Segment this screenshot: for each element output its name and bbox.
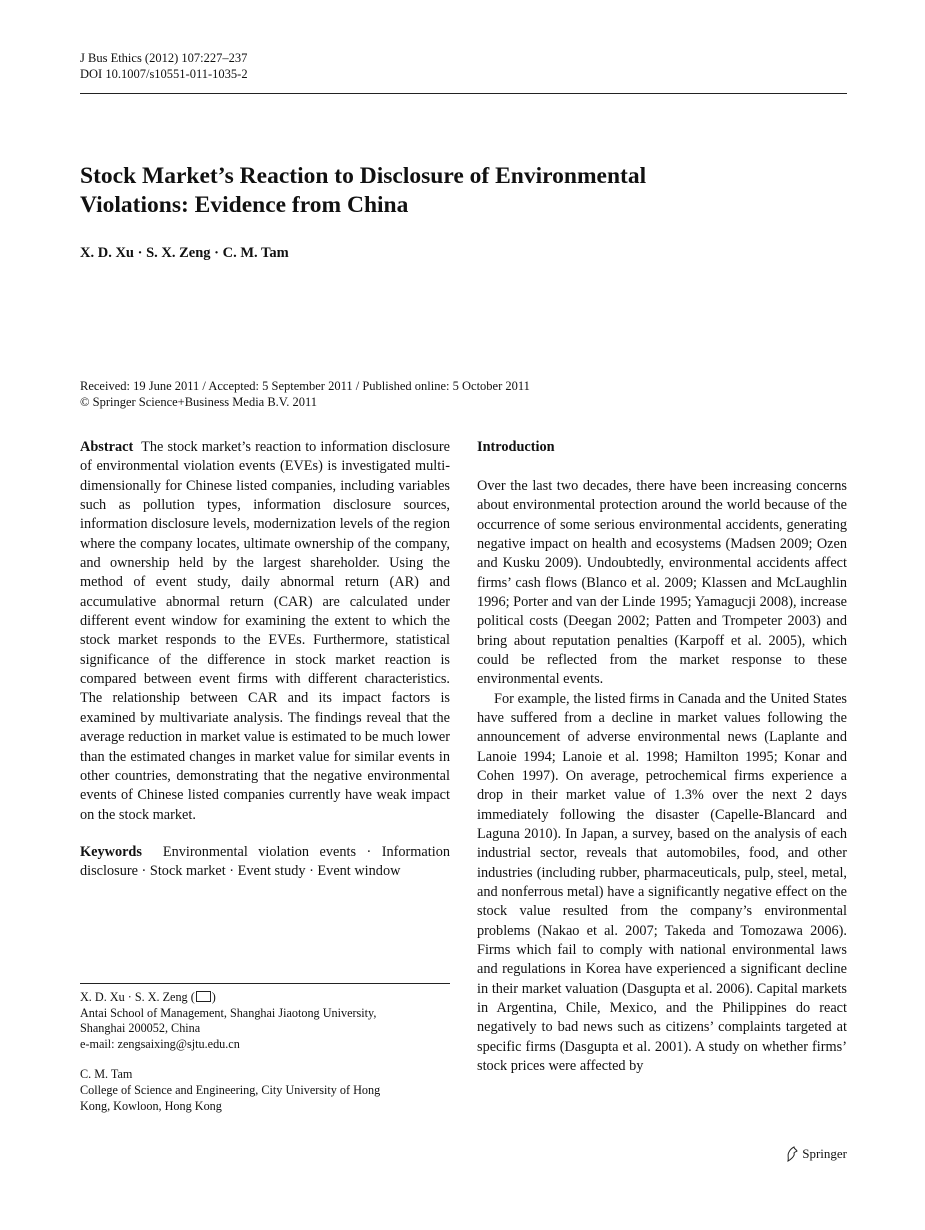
abstract [80, 438, 450, 825]
abstract-label: Abstract [80, 439, 134, 455]
publisher-name: Springer [802, 1146, 847, 1161]
affiliation-2-line2: Kong, Kowloon, Hong Kong [80, 1098, 222, 1113]
affiliation-2-name: C. M. Tam [80, 1067, 133, 1082]
keywords-text: Environmental violation events · Information disclosure · Stock market · Event study · Event window [80, 843, 450, 880]
header-rule [80, 93, 847, 94]
introduction-heading: Introduction [477, 439, 555, 455]
affiliation-1-names: X. D. Xu · S. X. Zeng ( ) [80, 990, 216, 1004]
doi: DOI 10.1007/s10551-011-1035-2 [80, 67, 248, 81]
introduction-paragraph-1: Over the last two decades, there have been increasing concerns about environmental protection around the world because of the occurrence of some serious environmental accidents, generating negative impact on health and ecosystems (Madsen 2009; Ozen and Kusku 2009). Undoubtedly, environmental accidents affect firms’ cash flows (Blanco et al. 2009; Klassen and McLaughlin 1996; Porter and van der Linde 1995; Yamagucji 2008), increase political costs (Deegan 2002; Patten and Trompeter 2003) and bring about reputation penalties (Karpoff et al. 2005), which could be reflected from the market response to these environmental events. [477, 477, 847, 688]
title-line-1: Stock Market’s Reaction to Disclosure of Environmental [80, 163, 647, 189]
affiliation-1-city: Shanghai 200052, China [80, 1021, 201, 1036]
publication-dates [80, 378, 530, 410]
affiliation-1-school: Antai School of Management, Shanghai Jiaotong University, [80, 1005, 377, 1020]
article-title [80, 162, 760, 220]
copyright-line: © Springer Science+Business Media B.V. 2011 [80, 395, 318, 409]
abstract-text: The stock market’s reaction to information disclosure of environmental violation events (EVEs) is investigated multi-dimensionally for Chinese listed companies, including variables such as pollution types, information disclosure sources, information disclosure levels, modernization levels of the region where the company locates, ultimate ownership of the company, and ownership held by the largest shareholder. Using the method of event study, daily abnormal return (AR) and accumulative abnormal return (CAR) are calculated under different event window for examining the extent to which the stock market responds to the EVEs. Furthermore, statistical significance of the difference in stock market reaction is compared between event firms with different characteristics. The relationship between CAR and its impact factors is examined by multivariate analysis. The findings reveal that the average reduction in market value is estimated to be much lower than the estimated changes in market value for similar events in other countries, demonstrating that the negative environmental events of Chinese listed companies currently have weak impact on the stock market. [80, 439, 450, 823]
received-line: Received: 19 June 2011 / Accepted: 5 September 2011 / Published online: 5 October 2011 [80, 379, 530, 393]
affiliation-2-line1: College of Science and Engineering, City University of Hong [80, 1082, 381, 1097]
envelope-icon [196, 991, 211, 1002]
introduction-paragraph-2: For example, the listed firms in Canada and the United States have suffered from a decline in market values following the announcement of adverse environmental news (Laplante and Lanoie 1994; Lanoie et al. 1998; Hamilton 1995; Konar and Cohen 1997). On average, petrochemical firms experience a drop in their market value of 1.3% over the next 2 days immediately following the disaster (Capelle-Blancard and Laguna 2010). In Japan, a survey, based on the analysis of each industrial sector, reveals that automobiles, food, and other industries (including rubber, pharmaceuticals, pulp, steel, metal, and nonferrous metal) have a significantly negative effect on the stock value resulted from the company’s environmental problems (Nakao et al. 2007; Takeda and Tomozawa 2006). Firms which fail to comply with national environmental laws and regulations in Korea have experienced a significant decline in their market valuation (Dasgupta et al. 2006). Capital markets in Argentina, Chile, Mexico, and the Philippines do react negatively to bad news such as citizens’ complaints targeted at specific firms (Dasgupta et al. 2001). A study on whether firms’ stock prices were affected by [477, 690, 847, 1075]
footnote-rule [80, 983, 450, 984]
springer-horse-icon [785, 1146, 799, 1162]
journal-citation: J Bus Ethics (2012) 107:227–237 [80, 51, 248, 65]
affiliation-1-email: e-mail: zengsaixing@sjtu.edu.cn [80, 1036, 240, 1051]
publisher-logo [785, 1146, 847, 1162]
keywords [80, 843, 450, 882]
journal-header [80, 50, 248, 82]
author-affiliations [80, 990, 450, 1114]
right-column [477, 438, 847, 1077]
authors: X. D. Xu · S. X. Zeng · C. M. Tam [80, 245, 289, 261]
keywords-label: Keywords [80, 843, 142, 860]
title-line-2: Violations: Evidence from China [80, 192, 409, 218]
left-column [80, 438, 450, 882]
